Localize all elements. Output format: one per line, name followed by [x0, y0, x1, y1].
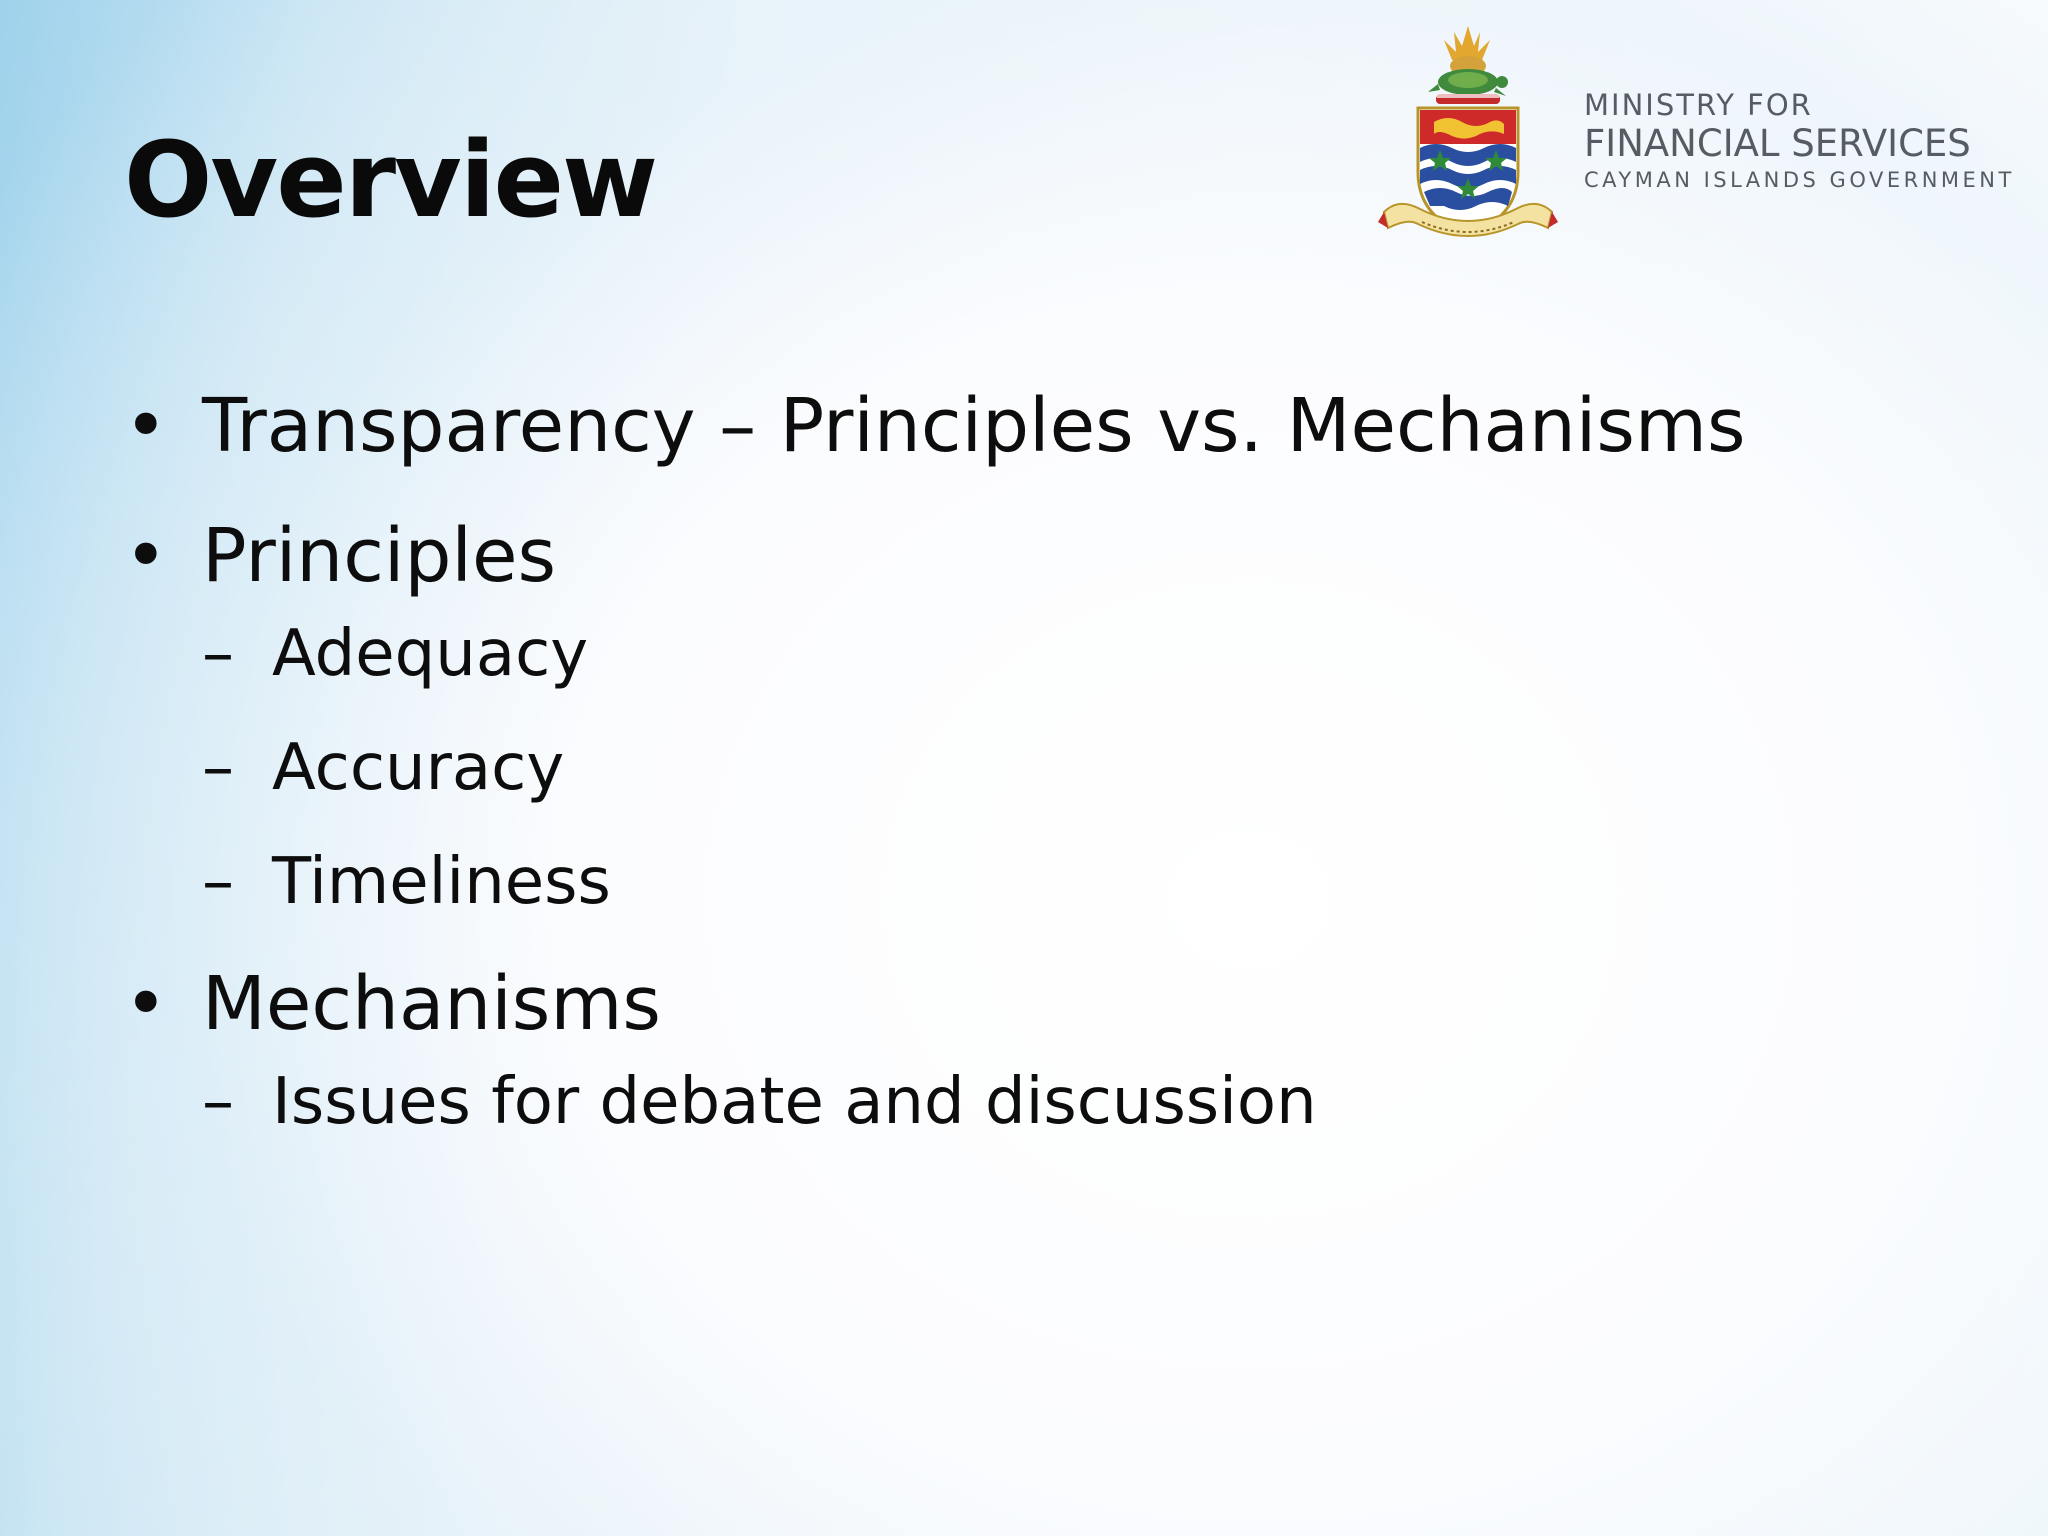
- sub-bullet-item: [202, 616, 1924, 692]
- bullet-marker: •: [124, 383, 168, 469]
- bullet-list: [124, 380, 1924, 1178]
- sub-bullet-item: [202, 844, 1924, 920]
- coat-of-arms-icon: [1378, 22, 1558, 254]
- bullet-text: Principles: [202, 513, 557, 599]
- sub-bullet-text: Accuracy: [272, 731, 565, 805]
- logo-government: CAYMAN ISLANDS GOVERNMENT: [1584, 168, 2015, 192]
- sub-bullet-list: [202, 616, 1924, 920]
- sub-bullet-text: Timeliness: [272, 845, 611, 919]
- sub-bullet-marker: –: [202, 617, 234, 691]
- sub-bullet-marker: –: [202, 845, 234, 919]
- sub-bullet-text: Issues for debate and discussion: [272, 1065, 1317, 1139]
- bullet-marker: •: [124, 513, 168, 599]
- logo-ministry-for: MINISTRY FOR: [1584, 88, 1813, 122]
- bullet-item: [124, 380, 1924, 472]
- sub-bullet-list: [202, 1064, 1924, 1140]
- ministry-logo: [1378, 22, 2018, 254]
- slide-title: Overview: [124, 119, 657, 241]
- bullet-marker: •: [124, 961, 168, 1047]
- sub-bullet-text: Adequacy: [272, 617, 589, 691]
- bullet-text: Transparency – Principles vs. Mechanisms: [202, 383, 1746, 469]
- bullet-item: [124, 510, 1924, 920]
- bullet-text: Mechanisms: [202, 961, 661, 1047]
- sub-bullet-marker: –: [202, 1065, 234, 1139]
- bullet-item: [124, 958, 1924, 1140]
- logo-text: [1584, 88, 2024, 194]
- sub-bullet-item: [202, 1064, 1924, 1140]
- sub-bullet-item: [202, 730, 1924, 806]
- sub-bullet-marker: –: [202, 731, 234, 805]
- logo-financial-services: FINANCIAL SERVICES: [1584, 122, 1971, 165]
